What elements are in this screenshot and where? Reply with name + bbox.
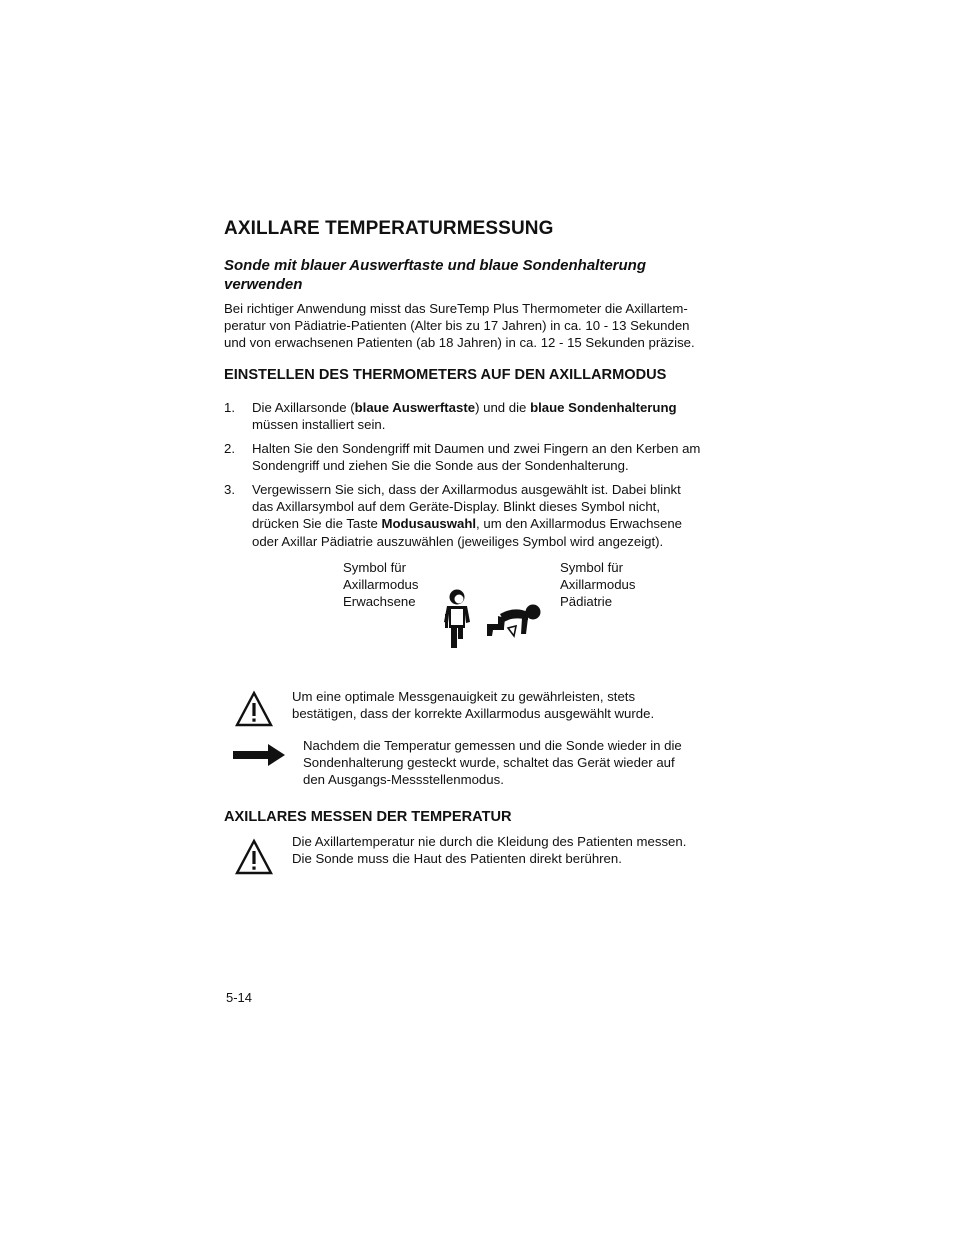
text-run: , um den Axillarmodus Erwachsene	[476, 516, 683, 532]
step-line: Halten Sie den Sondengriff mit Daumen und zwei Fingern an den Kerben am	[252, 441, 701, 456]
step-line	[252, 515, 742, 532]
list-item	[224, 440, 744, 476]
label-line: Symbol für	[343, 560, 407, 575]
bold-term: Modusauswahl	[381, 516, 477, 532]
step-number: 3.	[224, 482, 235, 497]
section-heading-axillary-mode: EINSTELLEN DES THERMOMETERS AUF DEN AXILLARMODUS	[224, 367, 667, 383]
step-text	[252, 440, 742, 474]
label-line: Erwachsene	[343, 594, 416, 610]
warning-line: bestätigen, dass der korrekte Axillarmodus ausgewählt wurde.	[292, 706, 655, 722]
page-number: 5-14	[226, 990, 253, 1005]
step-line	[252, 399, 742, 416]
step-line: oder Axillar Pädiatrie auszuwählen (jeweiliges Symbol wird angezeigt).	[252, 533, 664, 549]
label-line: Axillarmodus	[560, 577, 636, 593]
right-arrow-icon	[232, 742, 286, 768]
warning-triangle-icon	[234, 838, 274, 876]
warning-line: Die Axillartemperatur nie durch die Kleidung des Patienten messen.	[292, 834, 687, 849]
label-line: Axillarmodus	[343, 577, 419, 593]
step-line: Vergewissern Sie sich, dass der Axillarmodus ausgewählt ist. Dabei blinkt	[252, 482, 681, 497]
crawling-child-figure-icon	[484, 600, 544, 640]
bold-term: blaue Sondenhalterung	[530, 400, 677, 415]
label-line: Symbol für	[560, 560, 624, 575]
warning-line: Um eine optimale Messgenauigkeit zu gewährleisten, stets	[292, 689, 636, 704]
note-line: Nachdem die Temperatur gemessen und die Sonde wieder in die	[303, 738, 682, 753]
step-line: das Axillarsymbol auf dem Geräte-Display. Blinkt dieses Symbol nicht,	[252, 499, 660, 515]
text-run: drücken Sie die Taste	[252, 516, 382, 532]
text-run: ) und die	[475, 400, 531, 415]
bold-term: blaue Auswerftaste	[354, 400, 476, 415]
intro-line: peratur von Pädiatrie-Patienten (Alter bis zu 17 Jahren) in ca. 10 - 13 Sekunden	[224, 318, 690, 334]
list-item	[224, 399, 744, 435]
warning-triangle-icon	[234, 690, 274, 728]
step-line: Sondengriff und ziehen Sie die Sonde aus der Sondenhalterung.	[252, 458, 629, 474]
note-text	[303, 737, 682, 789]
subtitle: Sonde mit blauer Auswerftaste und blaue Sondenhalterung verwenden	[224, 257, 646, 293]
step-text	[252, 399, 742, 433]
symbol-label-adult	[343, 559, 419, 611]
note-line: Sondenhalterung gesteckt wurde, schaltet das Gerät wieder auf	[303, 755, 675, 771]
symbol-label-pediatric	[560, 559, 636, 611]
intro-paragraph	[224, 300, 734, 352]
intro-line: und von erwachsenen Patienten (ab 18 Jahren) in ca. 12 - 15 Sekunden präzise.	[224, 335, 695, 351]
adult-standing-figure-icon	[440, 588, 476, 650]
step-number: 2.	[224, 441, 235, 456]
step-number: 1.	[224, 400, 235, 415]
step-line: müssen installiert sein.	[252, 417, 386, 433]
note-line: den Ausgangs-Messstellenmodus.	[303, 772, 504, 788]
text-run: Die Axillarsonde (	[252, 400, 355, 415]
section-heading-axillary-measurement: AXILLARES MESSEN DER TEMPERATUR	[224, 809, 512, 825]
warning-line: Die Sonde muss die Haut des Patienten direkt berühren.	[292, 851, 622, 867]
label-line: Pädiatrie	[560, 594, 613, 610]
intro-line: Bei richtiger Anwendung misst das SureTemp Plus Thermometer die Axillartem-	[224, 301, 688, 316]
warning-text	[292, 833, 686, 867]
step-text	[252, 481, 742, 550]
page-title: AXILLARE TEMPERATURMESSUNG	[224, 218, 554, 239]
list-item	[224, 481, 744, 551]
warning-text	[292, 688, 654, 722]
